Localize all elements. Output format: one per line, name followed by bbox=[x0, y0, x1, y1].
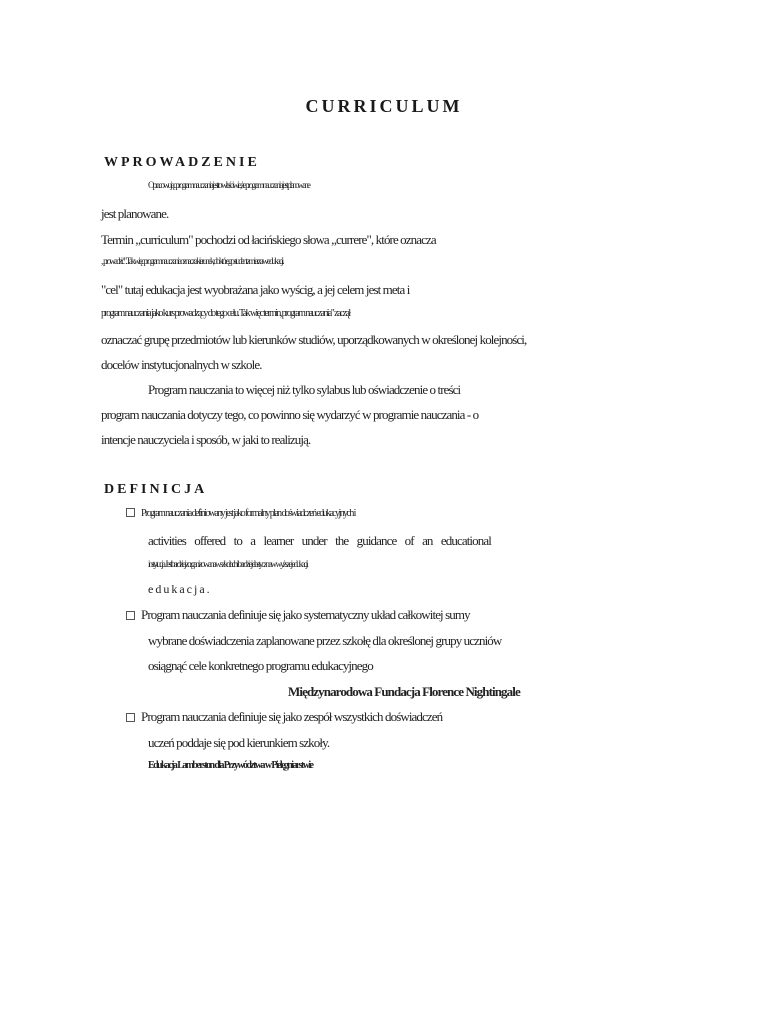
intro-line: jest planowane. bbox=[101, 206, 169, 221]
intro-line: Program nauczania to więcej niż tylko sylabus lub oświadczenie o treści bbox=[148, 382, 461, 397]
section-heading-intro: WPROWADZENIE bbox=[104, 155, 260, 170]
intro-line: intencje nauczyciela i sposób, w jaki to realizują. bbox=[101, 432, 311, 447]
intro-line: program nauczania jako kurs prowadzący do tego celu. Tak więc termin, program nauczania" zaczął bbox=[101, 308, 350, 319]
intro-line: Termin „curriculum" pochodzi od łacińskiego słowa „currere", które oznacza bbox=[101, 232, 436, 247]
intro-line: docelów instytucjonalnych w szkole. bbox=[101, 357, 262, 372]
intro-line: „prowadzić". Tak więc program nauczania oznacza kierunek, do którego student zmierza w edukacji. bbox=[101, 256, 283, 266]
checkbox-bullet-icon bbox=[126, 508, 135, 517]
definition-line: edukacja. bbox=[148, 582, 212, 596]
intro-line: "cel" tutaj edukacja jest wyobrażana jako wyścig, a jej celem jest meta i bbox=[101, 282, 410, 297]
checkbox-bullet-icon bbox=[126, 713, 135, 722]
definition-item bbox=[126, 607, 470, 623]
intro-line: oznaczać grupę przedmiotów lub kierunków studiów, uporządkowanych w określonej kolejności, bbox=[101, 332, 527, 347]
definition-line: Program nauczania definiuje się jako zespół wszystkich doświadczeń bbox=[141, 709, 443, 724]
definition-source: Edukacja Lamberston dla Przywództwa w Pielęgniarstwie bbox=[148, 760, 313, 771]
definition-item bbox=[126, 508, 355, 519]
definition-line: wybrane doświadczenia zaplanowane przez szkołę dla określonej grupy uczniów bbox=[148, 633, 502, 648]
definition-line: osiągnąć cele konkretnego programu edukacyjnego bbox=[148, 658, 373, 673]
definition-line: Program nauczania definiowany jest jako formalny plan doświadczeń edukacyjnych i bbox=[141, 508, 355, 519]
definition-line: activities offered to a learner under the guidance of an educational bbox=[148, 533, 491, 548]
definition-source: Międzynarodowa Fundacja Florence Nightingale bbox=[288, 684, 520, 699]
intro-line: Opracowując program nauczania jest to właściwie, że program nauczania jest planowane bbox=[148, 180, 310, 190]
document-title: CURRICULUM bbox=[305, 96, 463, 116]
checkbox-bullet-icon bbox=[126, 611, 135, 620]
definition-line: instytucja. Jest bardziej zorganizowana w szkołach i bardziej elastyczna w wyższej edukacji bbox=[148, 559, 307, 569]
definition-item bbox=[126, 709, 442, 725]
definition-line: Program nauczania definiuje się jako systematyczny układ całkowitej sumy bbox=[141, 607, 470, 622]
section-heading-definitions: DEFINICJA bbox=[104, 482, 208, 497]
intro-line: program nauczania dotyczy tego, co powinno się wydarzyć w programie nauczania - o bbox=[101, 407, 479, 422]
definition-line: uczeń poddaje się pod kierunkiem szkoły. bbox=[148, 735, 330, 750]
